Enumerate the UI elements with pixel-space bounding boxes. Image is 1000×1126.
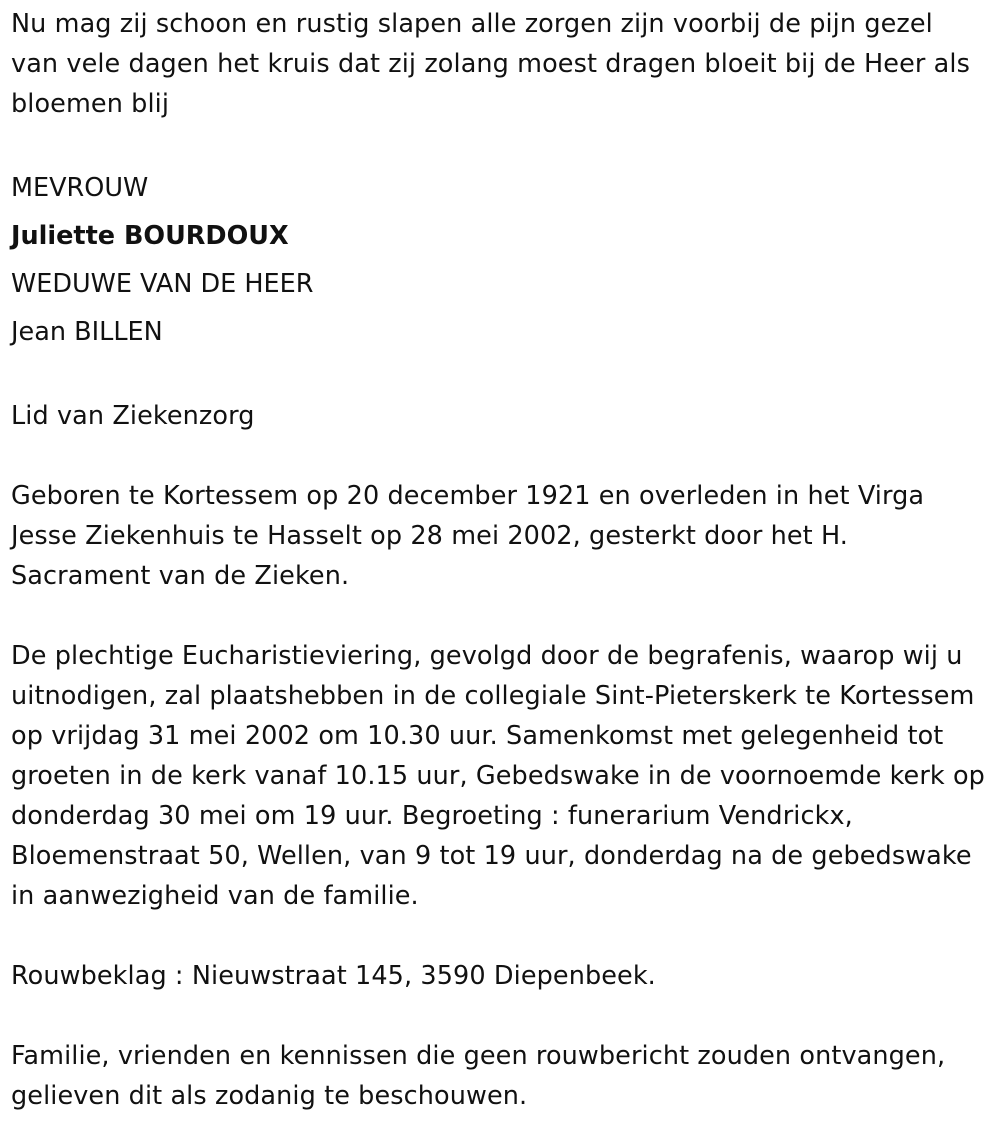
ceremony-paragraph: De plechtige Eucharistieviering, gevolgd door de begrafenis, waarop wij u uitnodigen, zal plaatshebben in de collegiale Sint-Pieterskerk te Kortessem op vrijdag 31 mei 2002 om 10.30 uur. Samenkomst met gelegenheid tot groeten in de kerk vanaf 10.15 uur, Gebedswake in de voornoemde kerk op donderdag 30 mei om 19 uur. Begroeting : funerarium Vendrickx, Bloemenstraat 50, Wellen, van 9 tot 19 uur, donderdag na de gebedswake in aanwezigheid van de familie. [11,641,985,911]
deceased-identity [11,164,988,356]
birth-death-paragraph: Geboren te Kortessem op 20 december 1921 en overleden in het Virga Jesse Ziekenhuis te Hasselt op 28 mei 2002, gesterkt door het H. Sacrament van de Zieken. [11,481,925,591]
closing-paragraph: Familie, vrienden en kennissen die geen rouwbericht zouden ontvangen, gelieven dit als zodanig te beschouwen. [11,1041,946,1111]
membership-line: Lid van Ziekenzorg [11,401,255,431]
spouse-name: Jean BILLEN [11,317,163,347]
deceased-name: Juliette BOURDOUX [11,221,289,251]
relation-line: WEDUWE VAN DE HEER [11,269,314,299]
poem-paragraph: Nu mag zij schoon en rustig slapen alle zorgen zijn voorbij de pijn gezel van vele dagen het kruis dat zij zolang moest dragen bloeit bij de Heer als bloemen blij [11,9,970,119]
condolence-address: Rouwbeklag : Nieuwstraat 145, 3590 Diepenbeek. [11,961,656,991]
honorific: MEVROUW [11,173,149,203]
